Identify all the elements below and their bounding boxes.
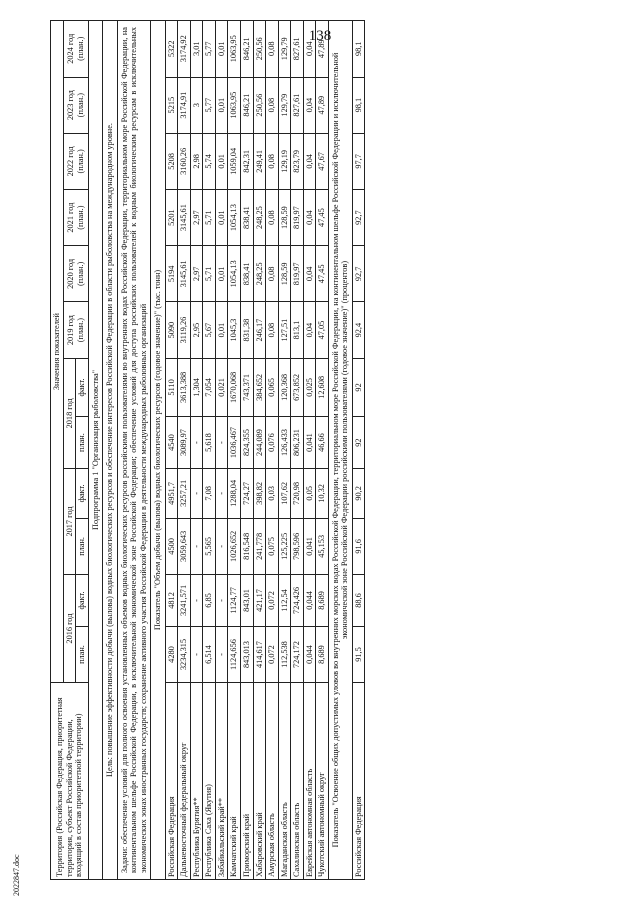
value-cell: 5,77 [203, 21, 216, 78]
value-cell: 824,355 [240, 417, 253, 469]
value-cell: 838,41 [240, 246, 253, 302]
value-cell: 384,652 [253, 358, 266, 416]
value-cell: 0,04 [303, 133, 316, 189]
value-cell: 7,054 [203, 358, 216, 416]
value-cell: 5,71 [203, 246, 216, 302]
value-cell: 5208 [165, 133, 178, 189]
value-cell: 2,97 [190, 246, 203, 302]
value-cell: 98,1 [352, 77, 365, 133]
value-cell: 6,85 [203, 575, 216, 627]
value-cell: 3174,91 [178, 77, 191, 133]
value-cell: 5194 [165, 246, 178, 302]
year-header: 2023 год (план.) [63, 77, 88, 133]
value-cell: 47,67 [316, 133, 329, 189]
value-cell: 90,2 [352, 469, 365, 519]
value-cell: 112,54 [278, 575, 291, 627]
value-cell: 816,548 [240, 518, 253, 574]
value-cell: 823,79 [291, 133, 304, 189]
goal-text: Цель: повышение эффективности добычи (вылова) водных биологических ресурсов и обеспечение интересов Российской Федерации в области рыболовства на международном уровне. [103, 21, 118, 880]
value-cell: 129,19 [278, 133, 291, 189]
indicators-header: Значения показателей [51, 21, 64, 683]
value-cell: 250,56 [253, 21, 266, 78]
value-cell: 5,67 [203, 302, 216, 358]
value-cell: 91,6 [352, 518, 365, 574]
value-cell: 0,01 [215, 133, 228, 189]
value-cell: 5322 [165, 21, 178, 78]
value-cell: 0,01 [215, 302, 228, 358]
value-cell: - [215, 469, 228, 519]
value-cell: 0,04 [303, 302, 316, 358]
territory-name: Российская Федерация [165, 683, 178, 880]
value-cell: 5,74 [203, 133, 216, 189]
value-cell: 5215 [165, 77, 178, 133]
value-cell: 1063,95 [228, 77, 241, 133]
program-title: Подпрограмма 1 "Организация рыболовства" [88, 21, 103, 880]
value-cell: 3145,61 [178, 190, 191, 246]
value-cell: 3174,92 [178, 21, 191, 78]
year-header: 2022 год (план.) [63, 133, 88, 189]
value-cell: 0,05 [303, 469, 316, 519]
value-cell: 7,08 [203, 469, 216, 519]
value-cell: 1124,77 [228, 575, 241, 627]
value-cell: 3,01 [190, 21, 203, 78]
value-cell: 838,41 [240, 190, 253, 246]
value-cell: 0,041 [303, 518, 316, 574]
value-cell: 91,5 [352, 626, 365, 682]
value-cell: 3241,571 [178, 575, 191, 627]
value-cell: 127,51 [278, 302, 291, 358]
value-cell: 0,03 [266, 469, 279, 519]
value-cell: 3119,26 [178, 302, 191, 358]
value-cell: 92 [352, 358, 365, 416]
footer-code: 2022847.doc [12, 854, 21, 896]
table-row [266, 21, 279, 880]
territory-name: Амурская область [266, 683, 279, 880]
value-cell: 97,7 [352, 133, 365, 189]
value-cell: 846,21 [240, 21, 253, 78]
value-cell: 47,45 [316, 246, 329, 302]
value-cell: 47,05 [316, 302, 329, 358]
value-cell: 0,04 [303, 246, 316, 302]
value-cell: 241,778 [253, 518, 266, 574]
value-cell: 0,08 [266, 246, 279, 302]
value-cell: 0,04 [303, 21, 316, 78]
value-cell: 45,153 [316, 518, 329, 574]
value-cell: 5,77 [203, 77, 216, 133]
value-cell: 0,072 [266, 575, 279, 627]
value-cell: 12,608 [316, 358, 329, 416]
table-row [303, 21, 316, 880]
table-row [278, 21, 291, 880]
table-row [178, 21, 191, 880]
value-cell: 1026,652 [228, 518, 241, 574]
value-cell: 98,1 [352, 21, 365, 78]
value-cell: 5,71 [203, 190, 216, 246]
plan-header: план. [76, 626, 89, 682]
value-cell: 827,61 [291, 77, 304, 133]
value-cell: 1054,13 [228, 190, 241, 246]
value-cell: 414,617 [253, 626, 266, 682]
value-cell: 1059,04 [228, 133, 241, 189]
territory-header: Территория (Российская Федерация, приоритетная территория, субъект Российской Федерации, входящий в состав приоритетной территории) [51, 683, 89, 880]
value-cell: 8,689 [316, 575, 329, 627]
value-cell: 0,01 [215, 246, 228, 302]
value-cell: 2,98 [190, 133, 203, 189]
value-cell: 112,538 [278, 626, 291, 682]
value-cell: - [190, 417, 203, 469]
value-cell: 246,17 [253, 302, 266, 358]
value-cell: 6,514 [203, 626, 216, 682]
value-cell: 0,08 [266, 77, 279, 133]
year-header: 2019 год (план.) [63, 302, 88, 358]
value-cell: 819,97 [291, 246, 304, 302]
value-cell: 244,089 [253, 417, 266, 469]
table-row [215, 21, 228, 880]
value-cell: 1036,467 [228, 417, 241, 469]
plan-header: план. [76, 518, 89, 574]
value-cell: 3257,21 [178, 469, 191, 519]
territory-name: Чукотский автономный округ [316, 683, 329, 880]
value-cell: 843,013 [240, 626, 253, 682]
value-cell: 0,075 [266, 518, 279, 574]
value-cell: 5,565 [203, 518, 216, 574]
territory-name: Приморский край [240, 683, 253, 880]
value-cell: 4280 [165, 626, 178, 682]
value-cell: - [190, 575, 203, 627]
value-cell: 248,25 [253, 246, 266, 302]
territory-name: Республика Бурятия** [190, 683, 203, 880]
value-cell: 798,596 [291, 518, 304, 574]
value-cell: 4500 [165, 518, 178, 574]
table-row [240, 21, 253, 880]
value-cell: 1670,068 [228, 358, 241, 416]
value-cell: 846,21 [240, 77, 253, 133]
indicator-1-title: Показатель "Объем добычи (вылова) водных биологических ресурсов (годовое значение)" (тыс. тонн) [151, 21, 166, 880]
value-cell: 0,041 [303, 417, 316, 469]
value-cell: 0,04 [303, 190, 316, 246]
value-cell: - [215, 417, 228, 469]
value-cell: 5110 [165, 358, 178, 416]
fact-header: факт. [76, 358, 89, 416]
value-cell: 743,371 [240, 358, 253, 416]
value-cell: 1288,04 [228, 469, 241, 519]
value-cell: 0,01 [215, 190, 228, 246]
value-cell: 92,7 [352, 246, 365, 302]
value-cell: 813,1 [291, 302, 304, 358]
value-cell: 0,076 [266, 417, 279, 469]
year-header: 2024 год (план.) [63, 21, 88, 78]
table-row [253, 21, 266, 880]
table-row [190, 21, 203, 880]
indicators-table [50, 20, 365, 880]
value-cell: 0,08 [266, 302, 279, 358]
value-cell: 0,01 [215, 77, 228, 133]
table-row [203, 21, 216, 880]
value-cell: 1045,3 [228, 302, 241, 358]
value-cell: 3059,643 [178, 518, 191, 574]
plan-header: план. [76, 417, 89, 469]
value-cell: - [190, 626, 203, 682]
value-cell: 0,08 [266, 21, 279, 78]
value-cell: 46,66 [316, 417, 329, 469]
value-cell: 92,4 [352, 302, 365, 358]
value-cell: 2,97 [190, 190, 203, 246]
value-cell: 125,225 [278, 518, 291, 574]
value-cell: 249,41 [253, 133, 266, 189]
territory-name: Республика Саха (Якутия) [203, 683, 216, 880]
value-cell: 120,368 [278, 358, 291, 416]
value-cell: 724,27 [240, 469, 253, 519]
rotated-table-page [50, 20, 620, 880]
table-row [352, 21, 365, 880]
value-cell: 0,021 [215, 358, 228, 416]
value-cell: 0,08 [266, 190, 279, 246]
value-cell: - [190, 518, 203, 574]
value-cell: 3234,315 [178, 626, 191, 682]
table-row [228, 21, 241, 880]
year-header: 2021 год (план.) [63, 190, 88, 246]
value-cell: 0,044 [303, 575, 316, 627]
value-cell: 0,072 [266, 626, 279, 682]
value-cell: 819,97 [291, 190, 304, 246]
value-cell: 4540 [165, 417, 178, 469]
table-row [316, 21, 329, 880]
table-row [291, 21, 304, 880]
value-cell: 129,79 [278, 21, 291, 78]
value-cell: 107,62 [278, 469, 291, 519]
indicator-2-title: Показатель "Освоение общих допустимых уловов во внутренних морских водах Российской Федерации, территориальном море Российской Федерации, на континентальном шельфе Российской Федерации и исключительной экономической зоне Российской Федерации российскими пользователями (годовое значение)" (процентов) [328, 21, 352, 880]
value-cell: 3 [190, 77, 203, 133]
value-cell: 3089,97 [178, 417, 191, 469]
value-cell: 4951,7 [165, 469, 178, 519]
value-cell: 1063,95 [228, 21, 241, 78]
value-cell: 47,89 [316, 21, 329, 78]
table-row [165, 21, 178, 880]
value-cell: 831,38 [240, 302, 253, 358]
year-header: 2018 год [63, 358, 76, 468]
value-cell: - [190, 469, 203, 519]
value-cell: 1054,13 [228, 246, 241, 302]
year-header: 2017 год [63, 469, 76, 575]
territory-name: Российская Федерация [352, 683, 365, 880]
value-cell: - [215, 575, 228, 627]
value-cell: 398,82 [253, 469, 266, 519]
value-cell: 10,32 [316, 469, 329, 519]
value-cell: 3160,26 [178, 133, 191, 189]
value-cell: 724,426 [291, 575, 304, 627]
year-header: 2016 год [63, 575, 76, 683]
fact-header: факт. [76, 575, 89, 627]
territory-name: Забайкальский край** [215, 683, 228, 880]
territory-name: Дальневосточный федеральный округ [178, 683, 191, 880]
value-cell: 0,025 [303, 358, 316, 416]
value-cell: 88,6 [352, 575, 365, 627]
value-cell: 3145,61 [178, 246, 191, 302]
value-cell: 0,044 [303, 626, 316, 682]
year-header: 2020 год (план.) [63, 246, 88, 302]
value-cell: 673,852 [291, 358, 304, 416]
value-cell: 1,304 [190, 358, 203, 416]
value-cell: 827,61 [291, 21, 304, 78]
value-cell: 0,065 [266, 358, 279, 416]
value-cell: 248,25 [253, 190, 266, 246]
value-cell: 806,231 [291, 417, 304, 469]
territory-name: Магаданская область [278, 683, 291, 880]
value-cell: 0,08 [266, 133, 279, 189]
value-cell: 47,89 [316, 77, 329, 133]
value-cell: 842,31 [240, 133, 253, 189]
fact-header: факт. [76, 469, 89, 519]
value-cell: 2,95 [190, 302, 203, 358]
value-cell: 126,433 [278, 417, 291, 469]
value-cell: 129,79 [278, 77, 291, 133]
value-cell: 5,618 [203, 417, 216, 469]
value-cell: - [215, 626, 228, 682]
value-cell: 0,04 [303, 77, 316, 133]
page-number: 138 [308, 28, 332, 44]
value-cell: 5090 [165, 302, 178, 358]
value-cell: 421,17 [253, 575, 266, 627]
tasks-text: Задачи: обеспечение условий для полного освоения установленных объемов водных биологических ресурсов российскими пользователями во внутренних водах Российской Федерации, территориальном море Российской Федерации, на континентальном шельфе Российской Федерации, в исключительной экономической зоне Российской Федерации; обеспечение условий для доступа российских пользователей к водным биологическим ресурсам в исключительных экономических зонах иностранных государств; сохранение активного участия Российской Федерации в деятельности международных рыболовных организаций [117, 21, 151, 880]
value-cell: 250,56 [253, 77, 266, 133]
value-cell: 92,7 [352, 190, 365, 246]
territory-name: Хабаровский край [253, 683, 266, 880]
territory-name: Еврейская автономная область [303, 683, 316, 880]
value-cell: 720,98 [291, 469, 304, 519]
value-cell: 128,59 [278, 190, 291, 246]
territory-name: Сахалинская область [291, 683, 304, 880]
value-cell: 128,59 [278, 246, 291, 302]
value-cell: 8,689 [316, 626, 329, 682]
territory-name: Камчатский край [228, 683, 241, 880]
value-cell: 843,01 [240, 575, 253, 627]
value-cell: 5201 [165, 190, 178, 246]
value-cell: 4812 [165, 575, 178, 627]
value-cell: - [215, 518, 228, 574]
value-cell: 3613,388 [178, 358, 191, 416]
value-cell: 724,172 [291, 626, 304, 682]
value-cell: 47,45 [316, 190, 329, 246]
value-cell: 0,01 [215, 21, 228, 78]
value-cell: 1124,656 [228, 626, 241, 682]
value-cell: 92 [352, 417, 365, 469]
